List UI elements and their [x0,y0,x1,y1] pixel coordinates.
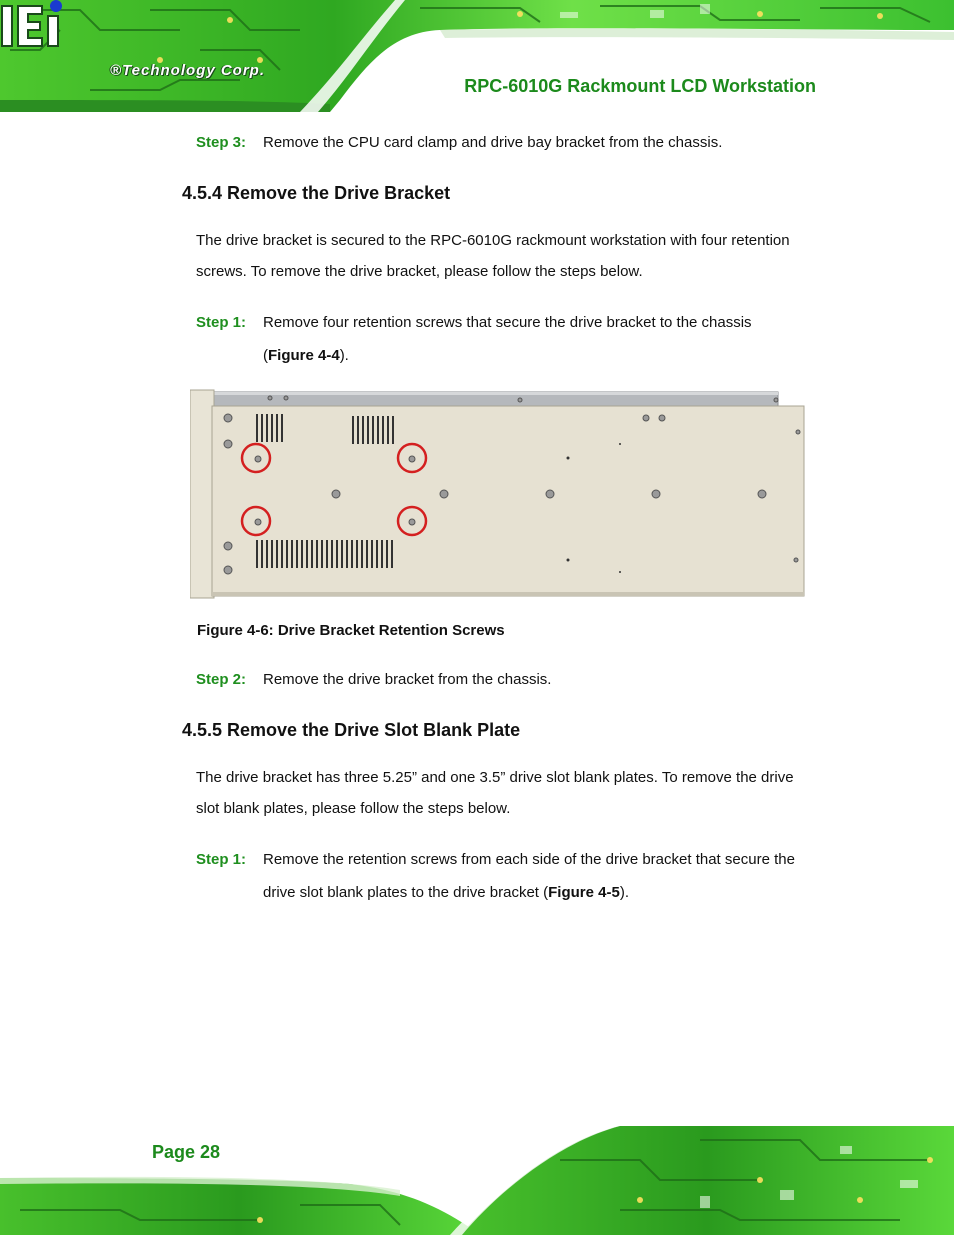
figure-caption: Figure 4-6: Drive Bracket Retention Screws [197,622,505,639]
step-label: Step 3: [196,134,247,151]
step-3 [196,126,723,159]
figure-reference-link[interactable]: Figure 4-4 [268,347,340,364]
paragraph-drive-bracket [196,225,826,287]
step-text-line: Remove four retention screws that secure the drive bracket to the chassis [263,314,752,331]
section-heading-4-5-4: 4.5.4 Remove the Drive Bracket [182,183,451,203]
step-text [263,843,823,909]
page-header [0,0,954,112]
step-text-line: Remove the retention screws from each side of the drive bracket that secure the [263,851,795,868]
step-label: Step 1: [196,314,247,331]
step-label: Step 2: [196,671,247,688]
text-fragment: ( [263,347,268,364]
iei-logo-icon [0,0,66,48]
drive-bracket-figure [190,388,810,600]
step-text: Remove the drive bracket from the chassis. [263,671,552,688]
figure-reference-link[interactable]: Figure 4-5 [548,884,620,901]
page-number: Page 28 [152,1142,221,1162]
step-1-drive-bracket [196,306,752,364]
paragraph-line: slot blank plates, please follow the steps below. [196,800,511,817]
company-name: ®Technology Corp. [110,62,265,79]
step-text: Remove the CPU card clamp and drive bay bracket from the chassis. [263,134,723,151]
section-heading-4-5-5: 4.5.5 Remove the Drive Slot Blank Plate [182,720,521,740]
step-label: Step 1: [196,851,247,868]
vent-slots-top-right [352,416,394,444]
step-2 [196,663,552,696]
document-title: RPC-6010G Rackmount LCD Workstation [464,76,816,96]
circuit-board-footer [0,1120,954,1235]
paragraph-blank-plate [196,762,826,824]
text-fragment: drive slot blank plates to the drive bracket ( [263,884,549,901]
paragraph-line: The drive bracket has three 5.25” and one 3.5” drive slot blank plates. To remove the drive [196,769,794,786]
step-1-blank-plate [196,843,795,901]
text-fragment: ). [339,347,349,364]
paragraph-line: The drive bracket is secured to the RPC-6010G rackmount workstation with four retention [196,232,790,249]
text-fragment: ). [619,884,629,901]
paragraph-line: screws. To remove the drive bracket, please follow the steps below. [196,263,643,280]
step-text [263,306,823,372]
